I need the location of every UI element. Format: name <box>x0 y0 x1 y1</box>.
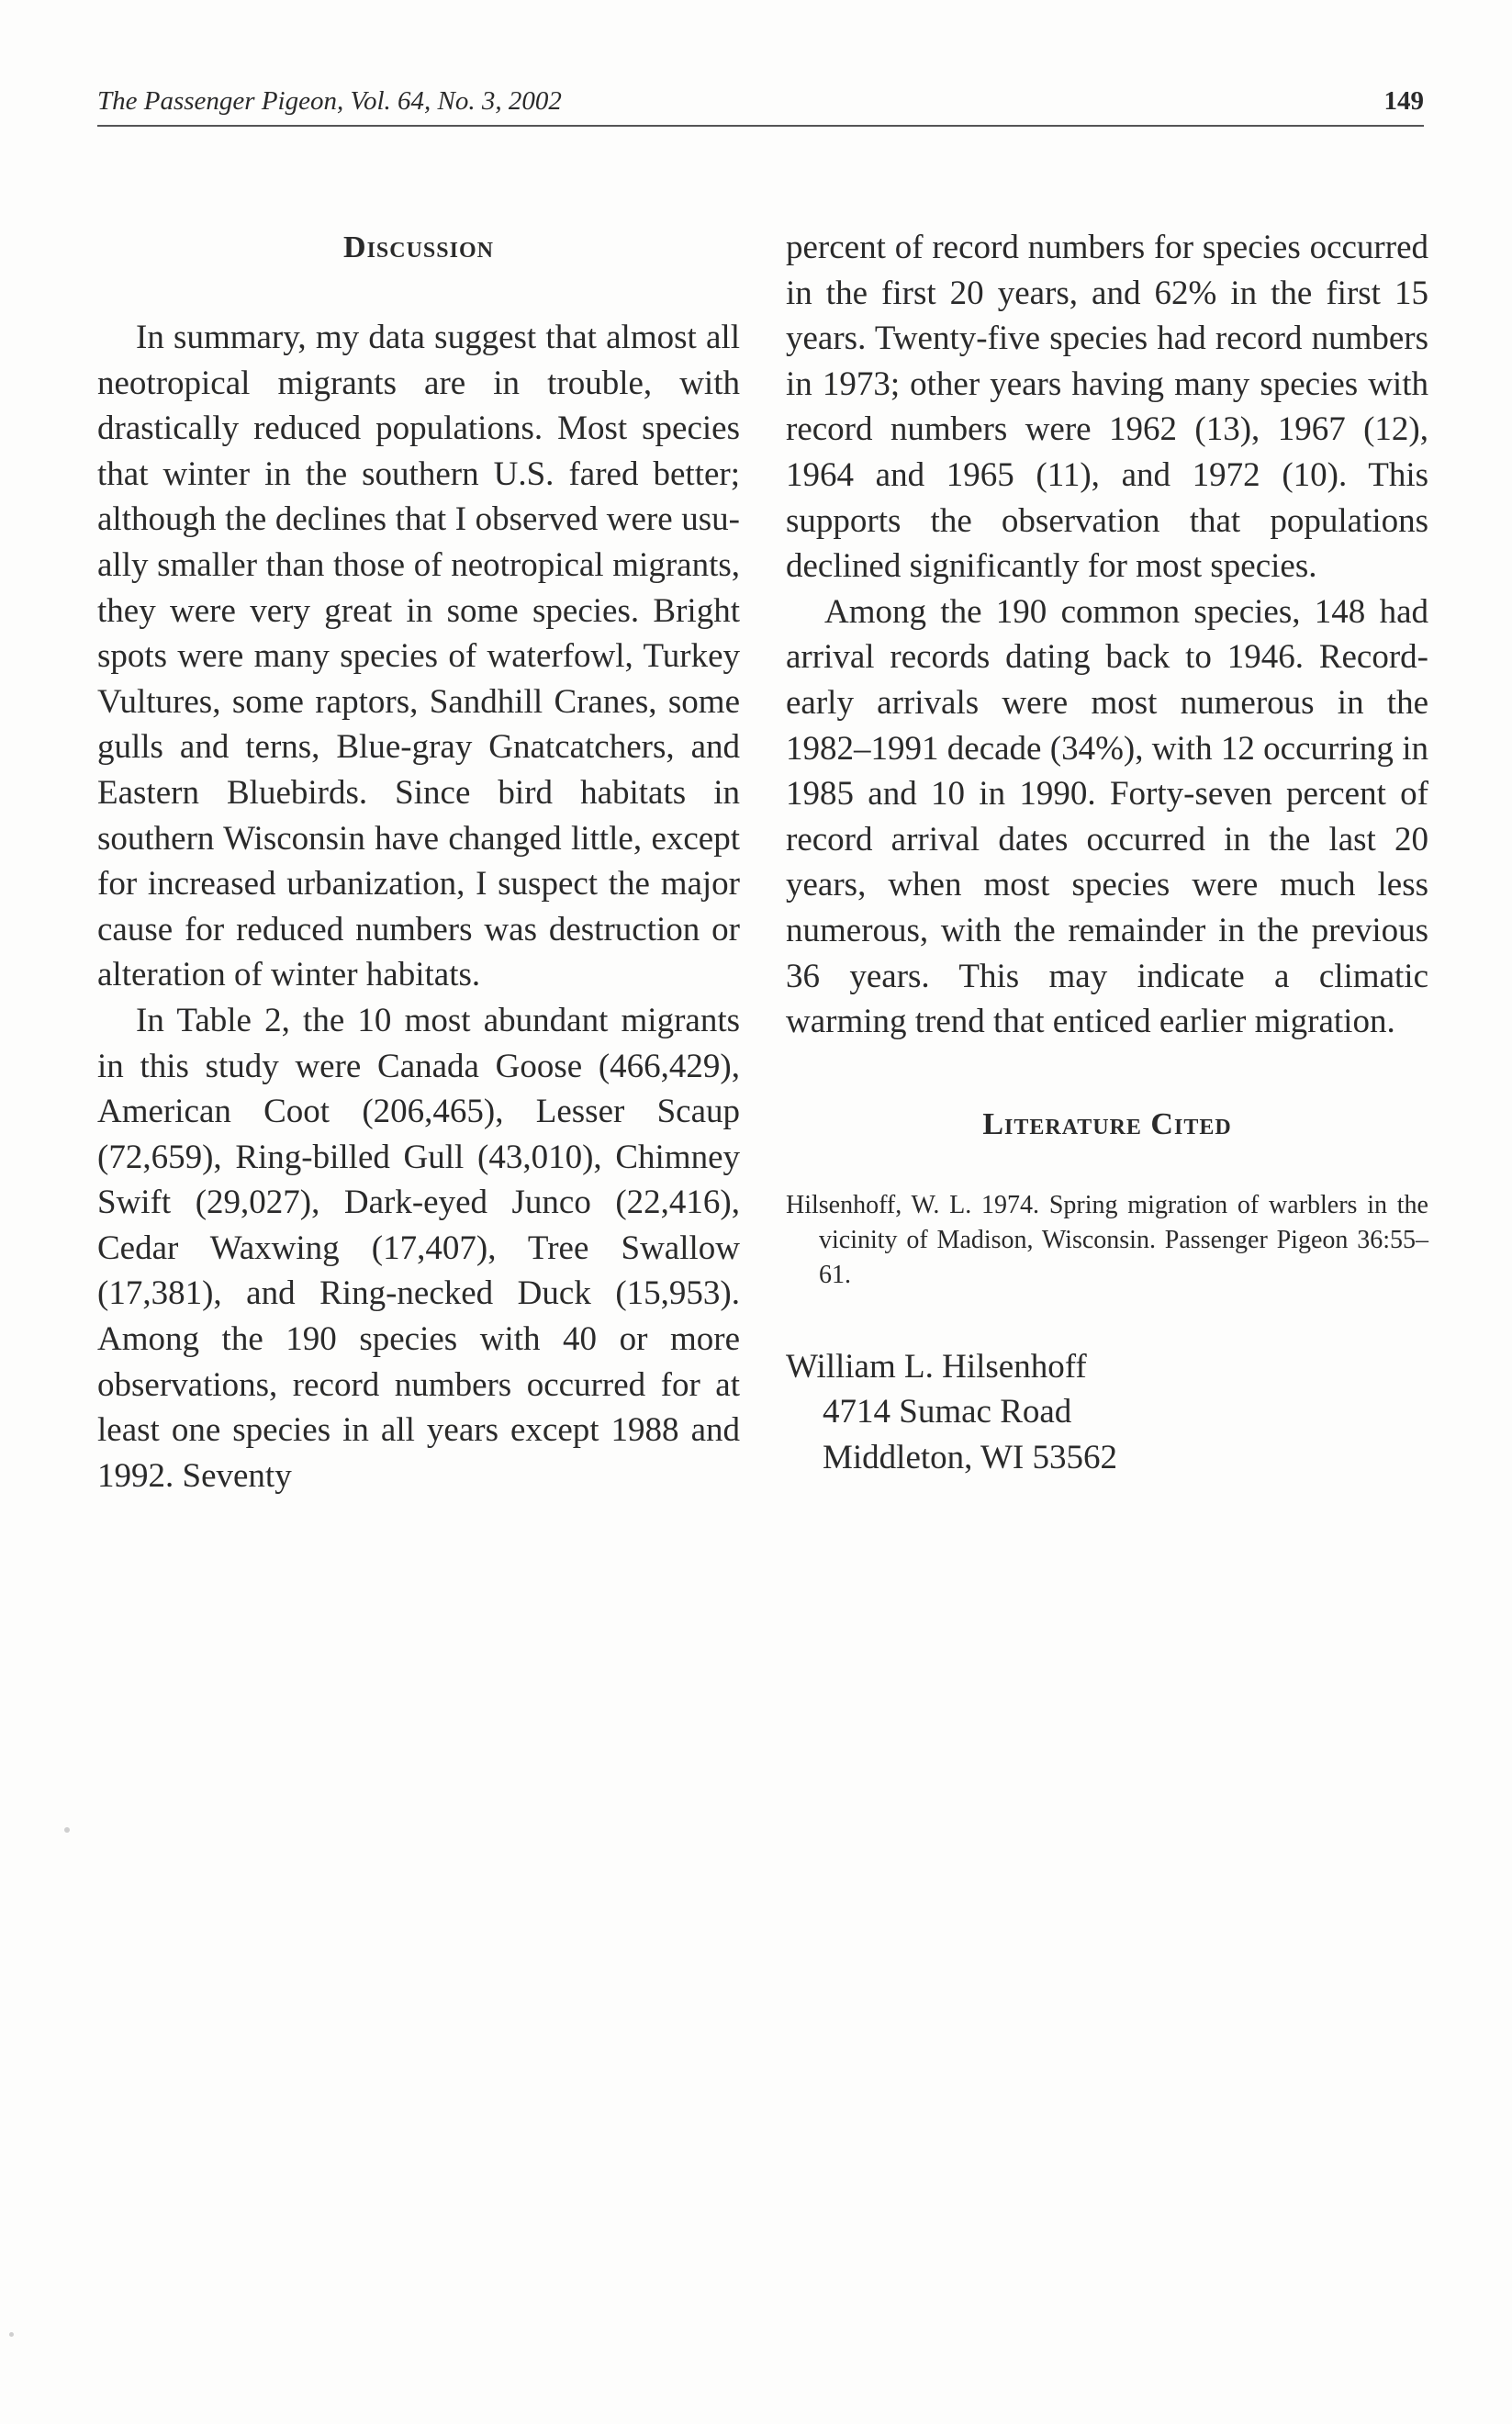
author-street: 4714 Sumac Road <box>823 1393 1072 1431</box>
discussion-paragraph-continued: percent of record numbers for species occurred in the first 20 years, and 62% in the first 15 years. Twenty-five species had record numbers in 1973; other years having many species with record numbers were 1962 (13), 1967 (12), 1964 and 1965 (11), and 1972 (10). This supports the observation that populations declined significantly for most species. <box>786 229 1428 586</box>
page-number: 149 <box>1383 86 1424 116</box>
reference-entry: Hilsenhoff, W. L. 1974. Spring migration of warblers in the vicinity of Madison, Wisconsin. Passenger Pigeon 36:55–61. <box>786 1190 1428 1289</box>
literature-cited-heading: Literature Cited <box>982 1106 1232 1141</box>
discussion-paragraph: In summary, my data suggest that almost all neotropical migrants are in trouble, with drastically reduced populations. Most species that winter in the southern U.S. fared better; although the declines that I observed were usually smaller than those of neotropical migrants, they were very great in some species. Bright spots were many species of waterfowl, Turkey Vultures, some raptors, Sandhill Cranes, some gulls and terns, Blue-gray Gnatcatchers, and Eastern Bluebirds. Since bird habitats in southern Wisconsin have changed little, except for increased urbanization, I suspect the major cause for reduced numbers was destruction or alteration of winter habitats. <box>97 319 740 994</box>
author-address-block <box>786 1344 1428 1481</box>
author-city: Middleton, WI 53562 <box>823 1438 1117 1476</box>
author-name: William L. Hilsenhoff <box>786 1347 1087 1386</box>
running-header <box>97 79 1424 127</box>
scan-speck <box>9 2332 14 2337</box>
discussion-paragraph: In Table 2, the 10 most abundant migrants in this study were Canada Goose (466,429), American Coot (206,465), Lesser Scaup (72,659), Ring-billed Gull (43,010), Chimney Swift (29,027), Dark-eyed Junco (22,416), Cedar Waxwing (17,407), Tree Swallow (17,381), and Ring-necked Duck (15,953). Among the 190 species with 40 or more observations, record numbers occurred for at least one species in all years except 1988 and 1992. Seventy <box>97 1001 740 1495</box>
scan-speck <box>64 1827 70 1833</box>
discussion-paragraph: Among the 190 common species, 148 had arrival records dating back to 1946. Record-early arrivals were most numerous in the 1982–1991 decade (34%), with 12 occurring in 1985 and 10 in 1990. Forty-seven percent of record arrival dates occurred in the last 20 years, when most species were much less numerous, with the remainder in the previous 36 years. This may indicate a climatic warming trend that enticed earlier migration. <box>786 592 1428 1041</box>
discussion-heading: Discussion <box>343 230 494 264</box>
right-column <box>786 225 1428 1480</box>
left-column <box>97 225 740 1498</box>
journal-citation: The Passenger Pigeon, Vol. 64, No. 3, 2002 <box>97 86 562 116</box>
